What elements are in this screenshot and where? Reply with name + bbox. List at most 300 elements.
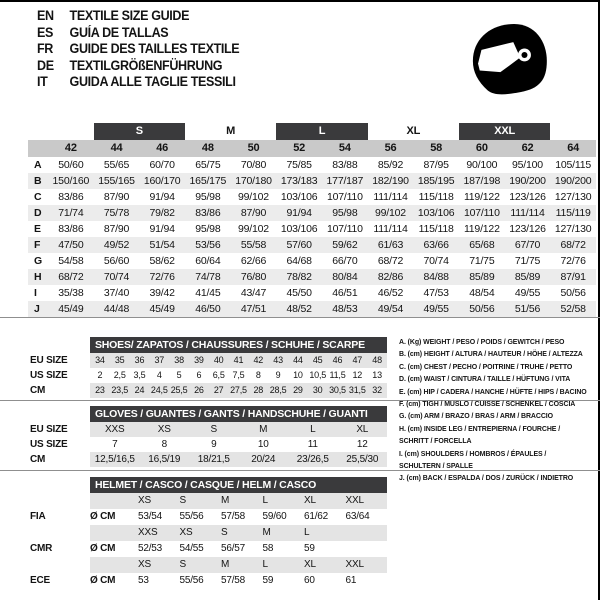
helmet-size-cell: 56/57 — [221, 543, 246, 554]
size-value-cell: 115/118 — [418, 191, 454, 203]
lang-code: IT — [37, 74, 48, 89]
size-value-cell: 48/53 — [332, 303, 358, 315]
row-label — [30, 525, 90, 541]
size-value-cell: 127/130 — [554, 191, 592, 203]
helmet-size-cell: XXS — [138, 525, 180, 541]
glove-size-cell: 10 — [257, 439, 269, 450]
size-value-cell: 76/80 — [240, 271, 267, 283]
row-letter: C — [34, 191, 42, 203]
legend-line: H. (cm) INSIDE LEG / ENTREPIERNA / FOURCHE / — [399, 423, 561, 433]
helmet-fia-values-row — [30, 509, 387, 525]
size-value-cell: 95/98 — [332, 207, 358, 219]
size-value-cell: 46/51 — [332, 287, 358, 299]
size-value-cell: 60/70 — [149, 159, 175, 171]
glove-size-cell: 12 — [356, 439, 368, 450]
glove-size-cell: 7 — [112, 439, 118, 450]
shoe-size-cell: 5 — [176, 370, 182, 380]
legend-line: C. (cm) CHEST / PECHO / POITRINE / TRUHE / PETTO — [399, 361, 573, 371]
shoe-size-cell: 24,5 — [149, 383, 169, 398]
size-value-cell: 74/78 — [195, 271, 221, 283]
legend-line: A. (Kg) WEIGHT / PESO / POIDS / GEWITCH / PESO — [399, 337, 565, 346]
size-label-row — [28, 123, 596, 140]
helmet-size-cell: S — [221, 525, 263, 541]
lang-code: ES — [37, 24, 54, 40]
helmet-size-cell: XS — [138, 493, 180, 509]
shoe-size-cell: 10 — [293, 370, 303, 380]
size-value-cell: 49/52 — [103, 239, 130, 251]
size-value-cell: 45/49 — [58, 303, 84, 315]
numeric-size-cell: 54 — [338, 142, 351, 154]
shoe-size-cell: 3,5 — [133, 370, 146, 380]
size-value-cell: 95/100 — [512, 159, 543, 171]
row-label: US SIZE — [30, 439, 68, 450]
size-value-cell: 65/68 — [469, 239, 495, 251]
shoe-size-cell: 35 — [110, 353, 130, 368]
helmet-size-cell: L — [263, 557, 305, 573]
row-letter: D — [34, 207, 42, 219]
glove-size-cell: S — [189, 422, 239, 437]
lang-title: TEXTILE SIZE GUIDE — [69, 8, 190, 23]
size-value-cell: 155/165 — [98, 175, 135, 187]
helmet-table-header: HELMET / CASCO / CASQUE / HELM / CASCO — [90, 477, 387, 493]
legend-line: J. (cm) BACK / ESPALDA / DOS / ZURÜCK / INDIETRO — [399, 473, 574, 483]
separator-line — [0, 317, 600, 318]
shoe-size-cell: 27 — [209, 383, 229, 398]
size-value-cell: 160/170 — [143, 175, 181, 187]
size-value-cell: 59/62 — [332, 239, 358, 251]
lang-line-en — [37, 8, 239, 25]
cm-cell: Ø CM — [90, 543, 116, 554]
size-value-cell: 75/85 — [286, 159, 312, 171]
numeric-size-cell: 48 — [201, 142, 214, 154]
size-value-cell: 82/86 — [377, 271, 404, 283]
cm-cell — [90, 525, 138, 541]
size-value-cell: 71/75 — [514, 255, 541, 267]
spacer — [28, 140, 48, 157]
shoe-size-cell: 26 — [189, 383, 209, 398]
lang-title: GUIDA ALLE TAGLIE TESSILI — [69, 74, 236, 89]
size-value-cell: 55/65 — [103, 159, 130, 171]
size-value-cell: 49/55 — [514, 287, 541, 299]
helmet-size-cell: M — [263, 525, 305, 541]
size-value-cell: 53/56 — [195, 239, 221, 251]
size-value-cell: 46/52 — [377, 287, 404, 299]
glove-size-cell: L — [288, 422, 338, 437]
size-value-cell: 190/200 — [509, 175, 546, 187]
numeric-size-cell: 60 — [475, 142, 488, 154]
row-label: EU SIZE — [30, 355, 68, 366]
size-value-cell: 182/190 — [372, 175, 409, 187]
shoe-size-cell: 31,5 — [347, 383, 367, 398]
size-value-cell: 185/195 — [417, 175, 455, 187]
helmet-ece-values-row — [30, 573, 387, 589]
size-value-cell: 48/54 — [469, 287, 495, 299]
shoe-size-cell: 13 — [372, 370, 382, 380]
size-value-cell: 63/66 — [423, 239, 449, 251]
size-value-cell: 45/50 — [286, 287, 312, 299]
lang-code: DE — [37, 57, 54, 73]
size-value-cell: 67/70 — [514, 239, 541, 251]
helmet-size-cell: L — [304, 525, 346, 541]
shoe-size-cell: 28 — [248, 383, 268, 398]
legend-line: SCHULTERN / SPALLE — [399, 461, 473, 471]
size-value-cell: 83/88 — [332, 159, 358, 171]
shoe-size-cell: 34 — [90, 353, 110, 368]
helmet-size-cell: S — [180, 493, 222, 509]
size-value-cell: 68/72 — [377, 255, 404, 267]
row-letter: E — [34, 223, 41, 235]
size-label-xl: XL — [406, 125, 421, 137]
shoe-size-cell: 37 — [149, 353, 169, 368]
numeric-size-cell: 42 — [64, 142, 77, 154]
helmet-size-cell: 61/62 — [304, 511, 329, 522]
size-value-cell: 115/119 — [555, 207, 591, 219]
size-value-cell: 68/72 — [58, 271, 84, 283]
numeric-size-cell: 52 — [293, 142, 306, 154]
size-value-cell: 70/74 — [423, 255, 449, 267]
size-value-cell: 119/122 — [463, 191, 500, 203]
shoe-size-cell: 4 — [156, 370, 162, 380]
legend-line: F. (cm) TIGH / MUSLO / CUISSE / SCHENKEL / COSCIA — [399, 399, 576, 409]
glove-size-cell: 8 — [161, 439, 167, 450]
cm-cell: Ø CM — [90, 511, 116, 522]
size-value-cell: 47/53 — [423, 287, 449, 299]
size-value-cell: 173/183 — [280, 175, 318, 187]
helmet-cmr-sizes-row — [30, 525, 387, 541]
size-value-cell: 123/126 — [509, 223, 546, 235]
size-value-cell: 187/198 — [463, 175, 501, 187]
racing-helmet-icon — [466, 18, 552, 104]
legend-line: G. (cm) ARM / BRAZO / BRAS / ARM / BRACCIO — [399, 411, 553, 421]
table-row-c — [28, 189, 596, 205]
cm-cell: Ø CM — [90, 575, 116, 586]
lang-line-de — [37, 58, 239, 75]
size-value-cell: 61/63 — [377, 239, 404, 251]
shoes-eu-row — [30, 353, 387, 368]
size-value-cell: 85/89 — [469, 271, 495, 283]
size-value-cell: 177/187 — [326, 175, 364, 187]
table-row-i — [28, 285, 596, 301]
shoe-size-cell: 30 — [308, 383, 328, 398]
shoe-size-cell: 23 — [90, 383, 110, 398]
row-label: EU SIZE — [30, 424, 68, 435]
size-value-cell: 50/56 — [469, 303, 495, 315]
legend-line: SCHRITT / FORCELLA — [399, 436, 472, 446]
numeric-size-cell: 56 — [384, 142, 397, 154]
size-value-cell: 107/110 — [326, 191, 363, 203]
size-value-cell: 103/106 — [417, 207, 455, 219]
shoe-size-cell: 6,5 — [212, 370, 225, 380]
size-value-cell: 87/90 — [103, 191, 130, 203]
size-value-cell: 87/90 — [240, 207, 267, 219]
helmet-fia-sizes-row — [30, 493, 387, 509]
numeric-size-cell: 46 — [156, 142, 169, 154]
size-value-cell: 165/175 — [189, 175, 227, 187]
lang-title: TEXTILGRÖßENFÜHRUNG — [69, 57, 223, 73]
cm-cell — [90, 557, 138, 573]
row-letter: A — [34, 159, 42, 171]
legend-line: I. (cm) SHOULDERS / HOMBROS / ÉPAULES / — [399, 448, 547, 458]
size-value-cell: 41/45 — [195, 287, 221, 299]
size-value-cell: 49/55 — [423, 303, 449, 315]
numeric-size-cell: 62 — [521, 142, 534, 154]
shoe-size-cell: 25,5 — [169, 383, 189, 398]
size-value-cell: 35/38 — [58, 287, 84, 299]
row-letter: I — [34, 287, 37, 299]
helmet-size-cell: S — [180, 557, 222, 573]
size-value-cell: 107/110 — [326, 223, 363, 235]
glove-size-cell: 11 — [307, 439, 318, 450]
size-value-cell: 52/58 — [560, 303, 586, 315]
shoes-table-header: SHOES/ ZAPATOS / CHAUSSURES / SCHUHE / SCARPE — [90, 337, 387, 353]
helmet-size-cell: 61 — [345, 575, 357, 586]
helmet-size-cell: 55/56 — [179, 511, 204, 522]
size-value-cell: 95/98 — [195, 223, 221, 235]
size-value-cell: 55/58 — [240, 239, 267, 251]
shoe-size-cell: 41 — [229, 353, 249, 368]
row-letter: H — [34, 271, 42, 283]
size-value-cell: 87/95 — [423, 159, 449, 171]
helmet-size-cell: XS — [138, 557, 180, 573]
row-letter: B — [34, 175, 42, 187]
row-label: CM — [30, 385, 46, 396]
glove-size-cell: 20/24 — [239, 452, 289, 467]
size-label-s: S — [94, 123, 185, 140]
table-row-h — [28, 269, 596, 285]
size-value-cell: 91/94 — [286, 207, 312, 219]
glove-size-cell: M — [239, 422, 289, 437]
gloves-eu-row — [30, 422, 387, 437]
lang-line-es — [37, 25, 239, 42]
size-value-cell: 83/86 — [195, 207, 221, 219]
lang-title: GUÍA DE TALLAS — [69, 24, 169, 40]
size-value-cell: 107/110 — [463, 207, 500, 219]
size-value-cell: 119/122 — [463, 223, 500, 235]
size-value-cell: 50/56 — [560, 287, 586, 299]
lang-line-fr — [37, 41, 239, 58]
lang-code: FR — [37, 41, 53, 56]
size-value-cell: 83/86 — [58, 191, 84, 203]
shoe-size-cell: 8 — [255, 370, 261, 380]
size-value-cell: 71/75 — [469, 255, 495, 267]
size-value-cell: 72/76 — [149, 271, 175, 283]
glove-size-cell: 23/26,5 — [288, 452, 338, 467]
measurement-rows — [28, 157, 596, 317]
glove-size-cell: XXS — [90, 422, 140, 437]
size-value-cell: 51/54 — [149, 239, 175, 251]
legend-line: D. (cm) WAIST / CINTURA / TAILLE / HÜFTUNG / VITA — [399, 374, 571, 384]
size-value-cell: 103/106 — [280, 223, 318, 235]
numeric-size-cell: 50 — [247, 142, 260, 154]
size-value-cell: 105/115 — [555, 159, 592, 171]
size-value-cell: 150/160 — [52, 175, 90, 187]
size-value-cell: 57/60 — [286, 239, 312, 251]
legend-line: E. (cm) HIP / CADERA / HANCHE / HÜFTE / HIPS / BACINO — [399, 386, 587, 396]
size-value-cell: 71/74 — [58, 207, 84, 219]
helmet-ece-sizes-row — [30, 557, 387, 573]
glove-size-cell: 18/21,5 — [189, 452, 239, 467]
numeric-sizes-row — [28, 140, 596, 157]
size-value-cell: 65/75 — [195, 159, 221, 171]
size-value-cell: 80/84 — [332, 271, 358, 283]
size-value-cell: 75/78 — [103, 207, 130, 219]
row-letter: J — [34, 303, 40, 315]
size-value-cell: 85/89 — [514, 271, 541, 283]
helmet-size-cell: XXL — [346, 557, 388, 573]
size-value-cell: 84/88 — [423, 271, 449, 283]
row-label: US SIZE — [30, 370, 68, 381]
size-value-cell: 37/40 — [103, 287, 130, 299]
helmet-size-cell — [346, 541, 388, 557]
shoe-size-cell: 29 — [288, 383, 308, 398]
lang-title: GUIDE DES TAILLES TEXTILE — [69, 41, 240, 56]
size-value-cell: 85/92 — [377, 159, 404, 171]
helmet-size-cell: 59 — [304, 543, 315, 554]
shoe-size-cell: 23,5 — [110, 383, 130, 398]
size-value-cell: 95/98 — [195, 191, 221, 203]
size-label-xxl: XXL — [459, 123, 550, 140]
size-value-cell: 127/130 — [554, 223, 592, 235]
numeric-size-cell: 44 — [110, 142, 123, 154]
size-value-cell: 70/80 — [240, 159, 267, 171]
shoe-size-cell: 45 — [308, 353, 328, 368]
size-value-cell: 64/68 — [286, 255, 312, 267]
size-value-cell: 48/52 — [286, 303, 312, 315]
size-value-cell: 99/102 — [375, 207, 406, 219]
glove-size-cell: 16,5/19 — [140, 452, 190, 467]
helmet-size-cell: 63/64 — [345, 511, 370, 522]
size-value-cell: 103/106 — [280, 191, 318, 203]
table-row-b — [28, 173, 596, 189]
table-row-j — [28, 301, 596, 317]
gloves-cm-row — [30, 452, 387, 467]
shoe-size-cell: 6 — [196, 370, 202, 380]
glove-size-cell: 9 — [211, 439, 217, 450]
helmet-size-cell: 59 — [262, 575, 274, 586]
size-value-cell: 87/91 — [560, 271, 586, 283]
helmet-size-cell: 57/58 — [221, 575, 246, 586]
size-value-cell: 123/126 — [509, 191, 546, 203]
shoe-size-cell: 11,5 — [329, 370, 346, 380]
size-value-cell: 111/114 — [510, 207, 545, 219]
helmet-size-cell: 52/53 — [138, 543, 163, 554]
size-value-cell: 99/102 — [238, 223, 269, 235]
size-value-cell: 78/82 — [286, 271, 312, 283]
helmet-size-cell: XS — [180, 525, 222, 541]
row-label-fia: FIA — [30, 511, 46, 522]
size-value-cell: 44/48 — [103, 303, 130, 315]
row-label-cmr: CMR — [30, 543, 53, 554]
helmet-size-cell: 53/54 — [138, 511, 163, 522]
helmet-size-cell: M — [221, 557, 263, 573]
size-value-cell: 60/64 — [195, 255, 221, 267]
shoe-size-cell: 32 — [367, 383, 387, 398]
row-label: CM — [30, 454, 46, 465]
glove-size-cell: 25,5/30 — [338, 452, 388, 467]
helmet-size-cell: 55/56 — [179, 575, 204, 586]
size-value-cell: 45/49 — [149, 303, 175, 315]
helmet-size-cell: L — [263, 493, 305, 509]
size-value-cell: 170/180 — [235, 175, 272, 187]
size-value-cell: 72/76 — [560, 255, 586, 267]
shoe-size-cell: 36 — [130, 353, 150, 368]
textile-size-table — [28, 123, 596, 317]
row-label-ece: ECE — [30, 575, 50, 586]
size-value-cell: 49/54 — [377, 303, 404, 315]
size-value-cell: 68/72 — [560, 239, 586, 251]
helmet-size-cell: 58 — [262, 543, 274, 554]
shoe-size-cell: 42 — [248, 353, 268, 368]
helmet-size-cell: XL — [304, 493, 346, 509]
shoe-size-cell: 28,5 — [268, 383, 288, 398]
shoe-size-cell: 7,5 — [232, 370, 245, 380]
table-row-a — [28, 157, 596, 173]
helmet-cmr-values-row — [30, 541, 387, 557]
shoe-size-cell: 24 — [130, 383, 150, 398]
glove-size-cell: XL — [338, 422, 388, 437]
size-label-m: M — [226, 125, 236, 137]
row-label — [30, 557, 90, 573]
gloves-size-table — [30, 406, 387, 467]
shoe-size-cell: 43 — [268, 353, 288, 368]
size-value-cell: 47/51 — [240, 303, 267, 315]
shoe-size-cell: 48 — [367, 353, 387, 368]
size-value-cell: 111/114 — [373, 223, 408, 235]
shoe-size-cell: 2 — [97, 370, 103, 380]
size-value-cell: 79/82 — [149, 207, 175, 219]
size-value-cell: 91/94 — [149, 191, 175, 203]
size-value-cell: 115/118 — [418, 223, 454, 235]
size-value-cell: 47/50 — [58, 239, 84, 251]
size-value-cell: 66/70 — [332, 255, 358, 267]
row-letter: F — [34, 239, 41, 251]
shoe-size-cell: 46 — [328, 353, 348, 368]
size-value-cell: 50/60 — [58, 159, 84, 171]
table-row-g — [28, 253, 596, 269]
size-value-cell: 39/42 — [149, 287, 175, 299]
size-value-cell: 99/102 — [238, 191, 269, 203]
shoes-us-row — [30, 368, 387, 383]
numeric-size-cell: 58 — [430, 142, 443, 154]
language-title-block — [37, 8, 255, 91]
size-value-cell: 70/74 — [103, 271, 130, 283]
size-value-cell: 56/60 — [103, 255, 130, 267]
table-row-e — [28, 221, 596, 237]
lang-line-it — [37, 74, 239, 91]
gloves-table-header: GLOVES / GUANTES / GANTS / HANDSCHUHE / GUANTI — [90, 406, 387, 422]
helmet-size-cell: M — [221, 493, 263, 509]
shoe-size-cell: 40 — [209, 353, 229, 368]
size-value-cell: 46/50 — [195, 303, 221, 315]
size-value-cell: 62/66 — [240, 255, 267, 267]
size-value-cell: 87/90 — [103, 223, 130, 235]
gloves-us-row — [30, 437, 387, 452]
size-value-cell: 111/114 — [373, 191, 408, 203]
size-value-cell: 83/86 — [58, 223, 84, 235]
helmet-size-cell: 53 — [138, 575, 149, 586]
row-label — [30, 493, 90, 509]
helmet-size-table — [30, 477, 387, 589]
shoe-size-cell: 2,5 — [113, 370, 126, 380]
shoe-size-cell: 12 — [352, 370, 363, 380]
size-label-l: L — [276, 123, 367, 140]
lang-code: EN — [37, 8, 54, 23]
table-row-d — [28, 205, 596, 221]
helmet-size-cell: XL — [304, 557, 346, 573]
glove-size-cell: XS — [140, 422, 190, 437]
table-row-f — [28, 237, 596, 253]
size-value-cell: 54/58 — [58, 255, 84, 267]
